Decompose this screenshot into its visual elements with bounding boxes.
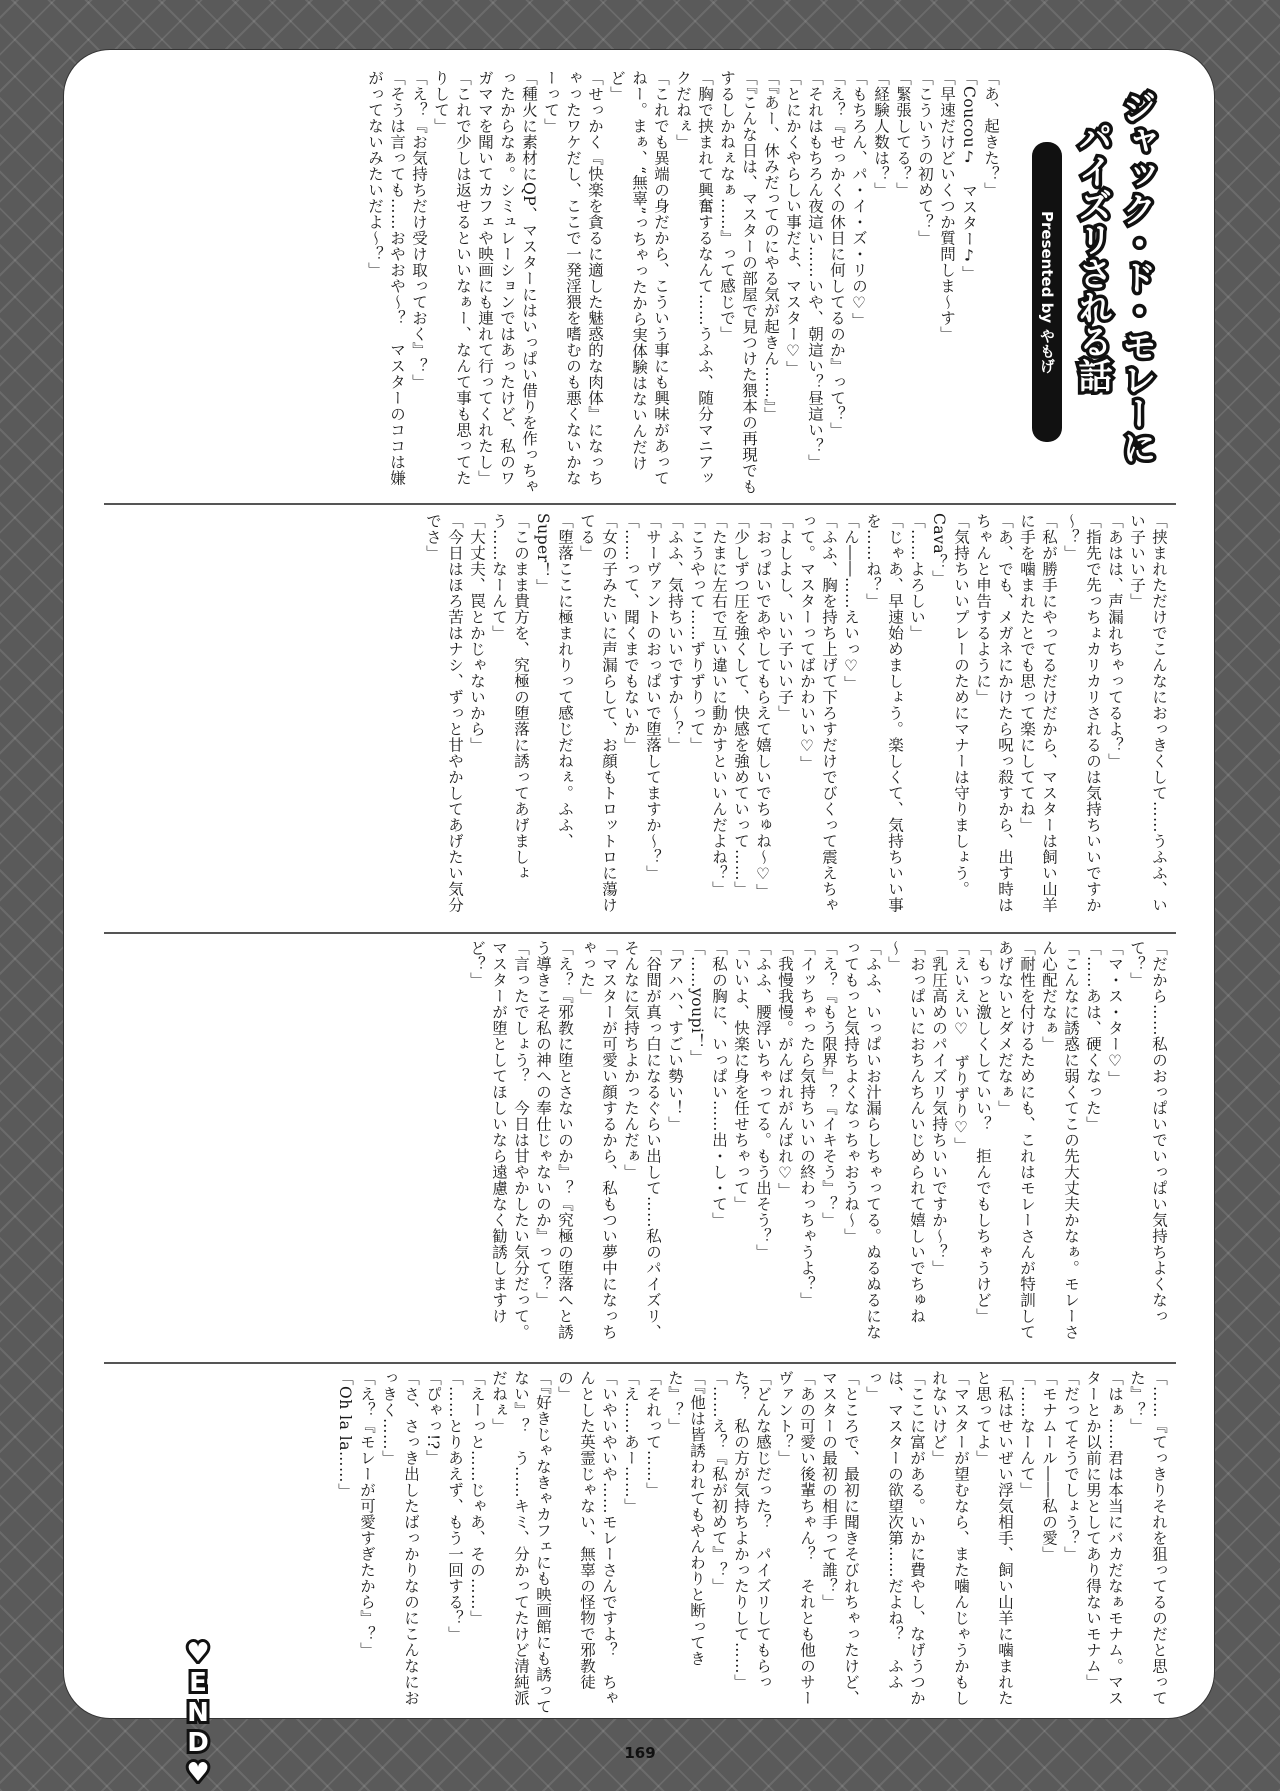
section-divider: [104, 1362, 1176, 1364]
text-column-4: 「……『てっきりそれを狙ってるのだと思ってた』？」 「はぁ……君は本当にバカだなぁモナム。マスターとか以前に男としてあり得ないモナム」 「だってそうでしょう？」 「モナムール――私の愛」 「……なーんて」 「私はせいぜい浮気相手、飼い山羊に噛まれたと思ってよ」 「マスターが望むなら、また噛んじゃうかもしれないけど」 「ここに富がある。いかに費やし、なげうつかは、マスターの欲望次第……だよね？ ふふっ」 「ところで、最初に聞きそびれちゃったけど、マスターの最初の相手って誰？」 「あの可愛い後輩ちゃん？ それとも他のサーヴァント？」 「どんな感じだった？ パイズリしてもらった？ 私の方が気持ちよかったりして……」 「……え？『私が初めて』？」 「『他は皆誘われてもやんわりと断ってきた』？」 「それって……」 「え……あー……」 「いやいやいや……モレーさんですよ？ ちゃんとした英霊じゃない、無辜の怪物で邪教徒の」 「『好きじゃなきゃカフェにも映画館にも誘ってない』？ う……キミ、分かってたけど清純派だねぇ」 「えーっと……じゃあ、その……」 「……とりあえず、もう一回する？」 「ぴゃっ!?」 「さ、さっき出したばっかりなのにこんなにおっきく……」 「え？『モレーが可愛すぎたから』？」 「Oh la la……」: [336, 1370, 1168, 1715]
text-column-2: 「挟まれただけでこんなにおっきくして……うふふ、いい子いい子」 「あはは、声漏れちゃってるよ？」 「指先で先っちょカリカリされるのは気持ちいいですか～？」 「私が勝手にやってるだけだから、マスターは飼い山羊に手を噛まれたとでも思って楽にしててね」 「あ、でも、メガネにかけたら呪っ殺すから、出す時はちゃんと申告するように」 「気持ちいいプレーのためにマナーは守りましょう。Cava？」 「……よろしい」 「じゃあ、早速始めましょう。楽しくて、気持ちいい事を……ね？」 「ん――……えいっ♡」 「ふふ、胸を持ち上げて下ろすだけでびくって震えちゃって。マスターってばかわいい♡」 「よしよし、いい子いい子」 「おっぱいであやしてもらえて嬉しいでちゅね～♡」 「少しずつ圧を強くして、快感を強めていって……」 「たまに左右で互い違いに動かすといいんだよね？」 「こうやって……ずりずりって」 「ふふ、気持ちいいですか～？」 「サーヴァントのおっぱいで堕落してますか～？」 「……って、聞くまでもないか」 「女の子みたいに声漏らして、お顔もトロットロに蕩けてる」 「堕落ここに極まれりって感じだねぇ。ふふ、Super！」 「このまま貴方を、究極の堕落に誘ってあげましょう……なーんて」 「大丈夫、罠とかじゃないから」 「今日はほろ苦はナシ、ずっと甘やかしてあげたい気分でさ」: [424, 513, 1168, 913]
story-title-block: [1024, 90, 1174, 470]
section-divider: [104, 503, 1176, 505]
story-title-line-2: パイズリされる話: [1072, 120, 1112, 392]
text-column-1: 「あ、起きた？」 「Coucou♪ マスター♪」 「早速だけどいくつか質問しま～す」 「こういうの初めて？」 「緊張してる？」 「経験人数は？」 「もちろん、パ・イ・ズ・リの♡」 「え？『せっかくの休日に何してるのか』って？」 「それはもちろん夜這い……いや、朝這い？昼這い？」 「とにかくやらしい事だよ、マスター♡」 「『あー、休みだってのにやる気が起きん……』」 「『こんな日は、マスターの部屋で見つけた猥本の再現でもするしかねぇなぁ……』って感じで」 「胸で挟まれて興奮するなんて……うふふ、随分マニアックだねぇ」 「これでも異端の身だから、こういう事にも興味があってねー。まぁ、“無辜”っちゃったから実体験はないんだけど」 「せっかく『快楽を貪るに適した魅惑的な肉体』になっちゃったワケだし、ここで一発淫猥を嗜むのも悪くないかなーって」 「種火に素材にQP、マスターにはいっぱい借りを作っちゃったからなぁ。シミュレーションではあったけど、私のワガママを聞いてカフェや映画にも連れて行ってくれたし」 「これで少しは返せるといいなぁー、なんて事も思ってたりして」 「え？『お気持ちだけ受け取っておく』？」 「そうは言っても……おやおや～？ マスターのココは嫌がってないみたいだよ～？」: [366, 70, 1000, 495]
text-column-3: 「だから……私のおっぱいでいっぱい気持ちよくなって？」 「マ・ス・ター♡」 「……あは、硬くなった」 「こんなに誘惑に弱くてこの先大丈夫かなぁ。モレーさん心配だなぁ」 「耐性を付けるためにも、これはモレーさんが特訓してあげないとダメだなぁ」 「もっと激しくしていい？ 拒んでもしちゃうけど」 「えいえい♡ ずりずり♡」 「乳圧高めのパイズリ気持ちいいですか～？」 「おっぱいにおちんちんいじめられて嬉しいでちゅね～」 「ふふ、いっぱいお汁漏らしちゃってる。ぬるぬるになってもっと気持ちよくなっちゃおうね～」 「え？『もう限界』？『イキそう』？」 「イッちゃったら気持ちいいの終わっちゃうよ？」 「我慢我慢。がんばれがんばれ♡」 「ふふ、腰浮いちゃってる。もう出そう？」 「いいよ、快楽に身を任せちゃって」 「私の胸に、いっぱい……出・し・て」 「……youpi！」 「アハハ、すごい勢い！」 「谷間が真っ白になるぐらい出して……私のパイズリ、そんなに気持ちよかったんだぁ」 「マスターが可愛い顔するから、私もつい夢中になっちゃった」 「え？『邪教に堕とさないのか』？『究極の堕落へと誘う導きこそ私の神への奉仕じゃないのか』って？」 「言ったでしょう？ 今日は甘やかしたい気分だって。マスターが堕としてほしいなら遠慮なく勧誘しますけど？」: [468, 940, 1168, 1340]
section-divider: [104, 932, 1176, 934]
author-byline: Presented by やもげ: [1032, 142, 1062, 442]
end-mark: ♥END♥: [183, 1638, 213, 1788]
page-number: 169: [624, 1744, 656, 1762]
story-title-line-1: ジャック・ド・モレーに: [1116, 90, 1156, 464]
